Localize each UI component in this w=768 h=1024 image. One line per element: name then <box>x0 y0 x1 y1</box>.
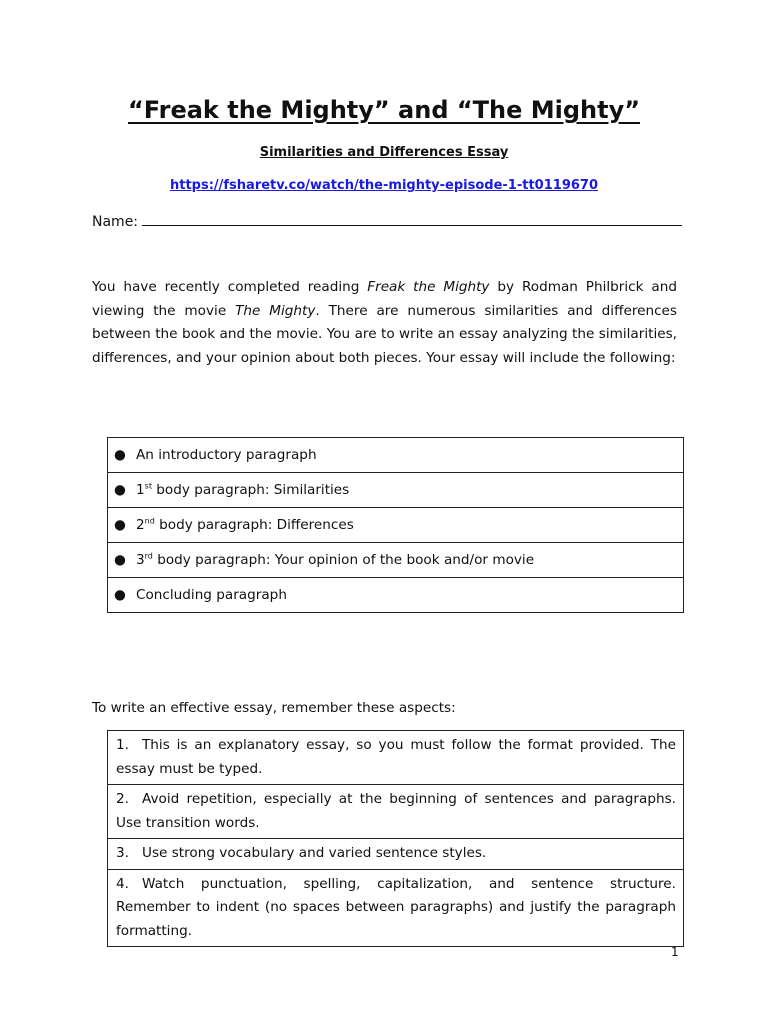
name-blank-line[interactable] <box>142 211 682 226</box>
movie-title: The Mighty <box>235 302 316 319</box>
book-title: Freak the Mighty <box>367 279 490 295</box>
requirement-text: An introductory paragraph <box>136 447 317 463</box>
ordinal-suffix: rd <box>144 551 153 561</box>
intro-paragraph <box>92 276 677 370</box>
ordinal-number: 1 <box>136 482 145 498</box>
aspect-row <box>108 731 684 785</box>
aspect-number: 4. <box>116 875 129 892</box>
aspect-number: 2. <box>116 791 129 807</box>
aspect-text: Avoid repetition, especially at the beginning of sentences and paragraphs. Use transition words. <box>116 791 676 831</box>
bullet-icon: ● <box>114 587 126 603</box>
aspects-table <box>107 730 684 947</box>
ordinal-number: 3 <box>136 552 145 568</box>
ordinal-number: 2 <box>136 517 145 533</box>
page-number: 1 <box>671 945 679 959</box>
ordinal-suffix: st <box>144 481 152 491</box>
requirement-row <box>108 438 684 473</box>
bullet-icon: ● <box>114 482 126 498</box>
name-field[interactable] <box>92 211 682 230</box>
aspects-heading: To write an effective essay, remember these aspects: <box>92 700 456 716</box>
requirement-row <box>108 473 684 508</box>
aspect-row <box>108 785 684 839</box>
requirement-row <box>108 543 684 578</box>
bullet-icon: ● <box>114 552 126 568</box>
aspect-text: This is an explanatory essay, so you must follow the format provided. The essay must be typed. <box>116 737 676 777</box>
intro-text-2: by Rodman Philbrick and viewing the movie <box>92 279 677 319</box>
requirement-text: Concluding paragraph <box>136 587 287 603</box>
bullet-icon: ● <box>114 447 126 463</box>
movie-link[interactable]: https://fsharetv.co/watch/the-mighty-episode-1-tt0119670 <box>169 178 598 193</box>
aspect-number: 3. <box>116 845 129 861</box>
aspect-row <box>108 839 684 870</box>
requirements-table <box>107 437 684 613</box>
bullet-icon: ● <box>114 517 126 533</box>
intro-text-3: . There are numerous similarities and differences between the book and the movie. You are to write an essay analyzing the similarities, differences, and your opinion about both pieces. Your essay will include the following: <box>92 302 678 366</box>
requirement-row <box>108 578 684 613</box>
document-subtitle: Similarities and Differences Essay <box>259 145 509 160</box>
requirement-text: body paragraph: Similarities <box>151 482 350 498</box>
aspect-text: Watch punctuation, spelling, capitalization, and sentence structure. Remember to indent (no spaces between paragraphs) and justify the paragraph formatting. <box>116 875 676 939</box>
intro-text-1: You have recently completed reading <box>92 279 368 295</box>
requirement-text: body paragraph: Your opinion of the book and/or movie <box>152 552 535 568</box>
ordinal-suffix: nd <box>144 516 155 526</box>
aspect-row <box>108 869 684 947</box>
requirement-text: body paragraph: Differences <box>154 517 354 533</box>
aspect-number: 1. <box>116 737 129 753</box>
requirement-row <box>108 508 684 543</box>
aspect-text: Use strong vocabulary and varied sentence styles. <box>142 845 487 861</box>
name-label: Name: <box>92 214 139 230</box>
document-title: “Freak the Mighty” and “The Mighty” <box>127 96 640 124</box>
